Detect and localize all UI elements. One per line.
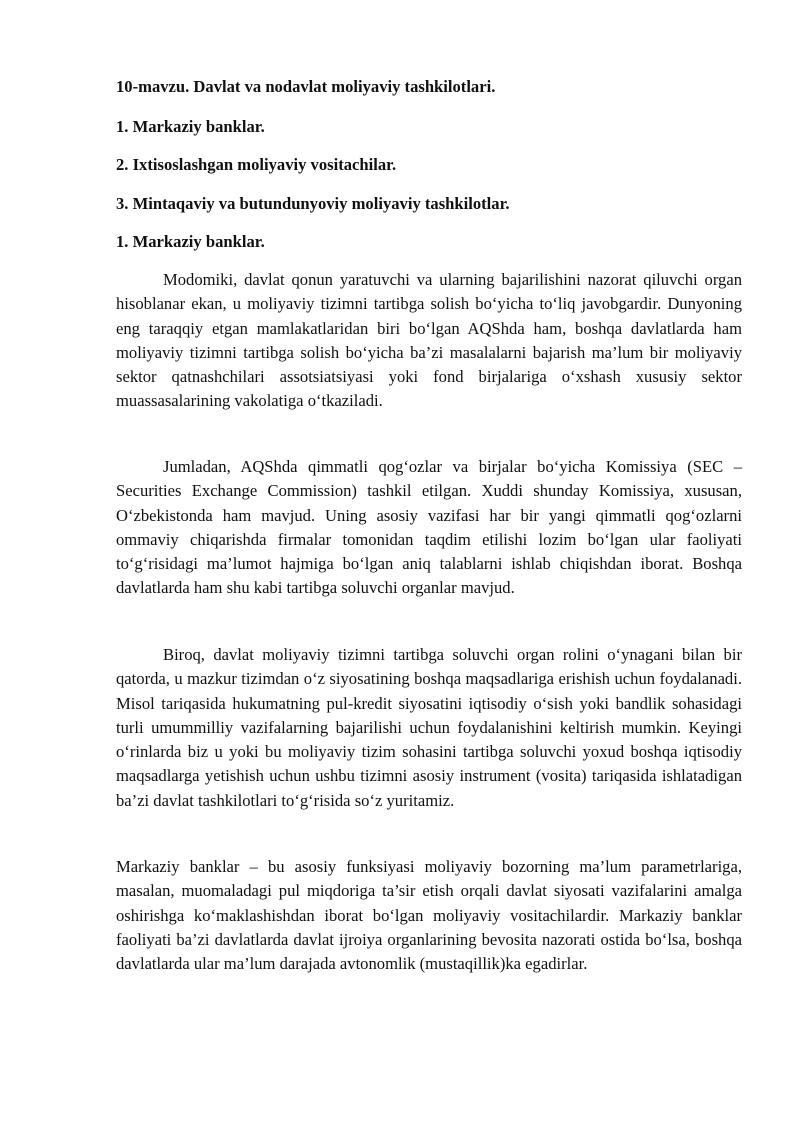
paragraph-1: Modomiki, davlat qonun yaratuvchi va ularning bajarilishini nazorat qiluvchi organ hisoblanar ekan, u moliyaviy tizimni tartibga solish bo‘yicha to‘liq javobgardir. Dunyoning eng taraqqiy etgan mamlakatlaridan biri bo‘lgan AQShda ham, boshqa davlatlarda ham moliyaviy tizimni tartibga solish bo‘yicha ba’zi masalalarni bajarish ma’lum bir moliyaviy sektor qatnashchilari assotsiatsiyasi yoki fond birjalariga o‘xshash xususiy sektor muassasalarining vakolatiga o‘tkaziladi. xyxy=(116,270,742,411)
section-heading: 1. Markaziy banklar. xyxy=(116,232,265,251)
paragraph-3: Biroq, davlat moliyaviy tizimni tartibga soluvchi organ rolini o‘ynagani bilan bir qatorda, u mazkur tizimdan o‘z siyosatining boshqa maqsadlariga erishish uchun foydalanadi. Misol tariqasida hukumatning pul-kredit siyosatini iqtisodiy o‘sish yoki bandlik sohasidagi turli umummilliy vazifalarning bajarilishi uchun foydalanishini keltirish mumkin. Keyingi o‘rinlarda biz u yoki bu moliyaviy tizim sohasini tartibga soluvchi yoxud boshqa iqtisodiy maqsadlarga yetishish uchun ushbu tizimni asosiy instrument (vosita) tariqasida ishlatadigan ba’zi davlat tashkilotlari to‘g‘risida so‘z yuritamiz. xyxy=(116,645,742,810)
paragraph-4: Markaziy banklar – bu asosiy funksiyasi moliyaviy bozorning ma’lum parametrlariga, masalan, muomaladagi pul miqdoriga ta’sir etish orqali davlat siyosati vazifalarini amalga oshirishga ko‘maklashishdan iborat bo‘lgan moliyaviy vositachilardir. Markaziy banklar faoliyati ba’zi davlatlarda davlat ijroiya organlarining bevosita nazorati ostida bo‘lsa, boshqa davlatlarda ular ma’lum darajada avtonomlik (mustaqillik)ka egadirlar. xyxy=(116,857,742,974)
outline-item-3: 3. Mintaqaviy va butundunyoviy moliyaviy tashkilotlar. xyxy=(116,194,510,213)
outline-item-2: 2. Ixtisoslashgan moliyaviy vositachilar. xyxy=(116,155,397,174)
outline-item-1: 1. Markaziy banklar. xyxy=(116,117,265,136)
document-title: 10-mavzu. Davlat va nodavlat moliyaviy tashkilotlari. xyxy=(116,77,496,96)
paragraph-2: Jumladan, AQShda qimmatli qog‘ozlar va birjalar bo‘yicha Komissiya (SEC – Securities Exchange Commission) tashkil etilgan. Xuddi shunday Komissiya, xususan, O‘zbekistonda ham mavjud. Uning asosiy vazifasi har bir yangi qimmatli qog‘ozlarni ommaviy chiqarishda firmalar tomonidan taqdim etilishi lozim bo‘lgan ular faoliyati to‘g‘risidagi ma’lumot hajmiga bo‘lgan aniq talablarni ishlab chiqishdan iborat. Boshqa davlatlarda ham shu kabi tartibga soluvchi organlar mavjud. xyxy=(116,457,742,598)
